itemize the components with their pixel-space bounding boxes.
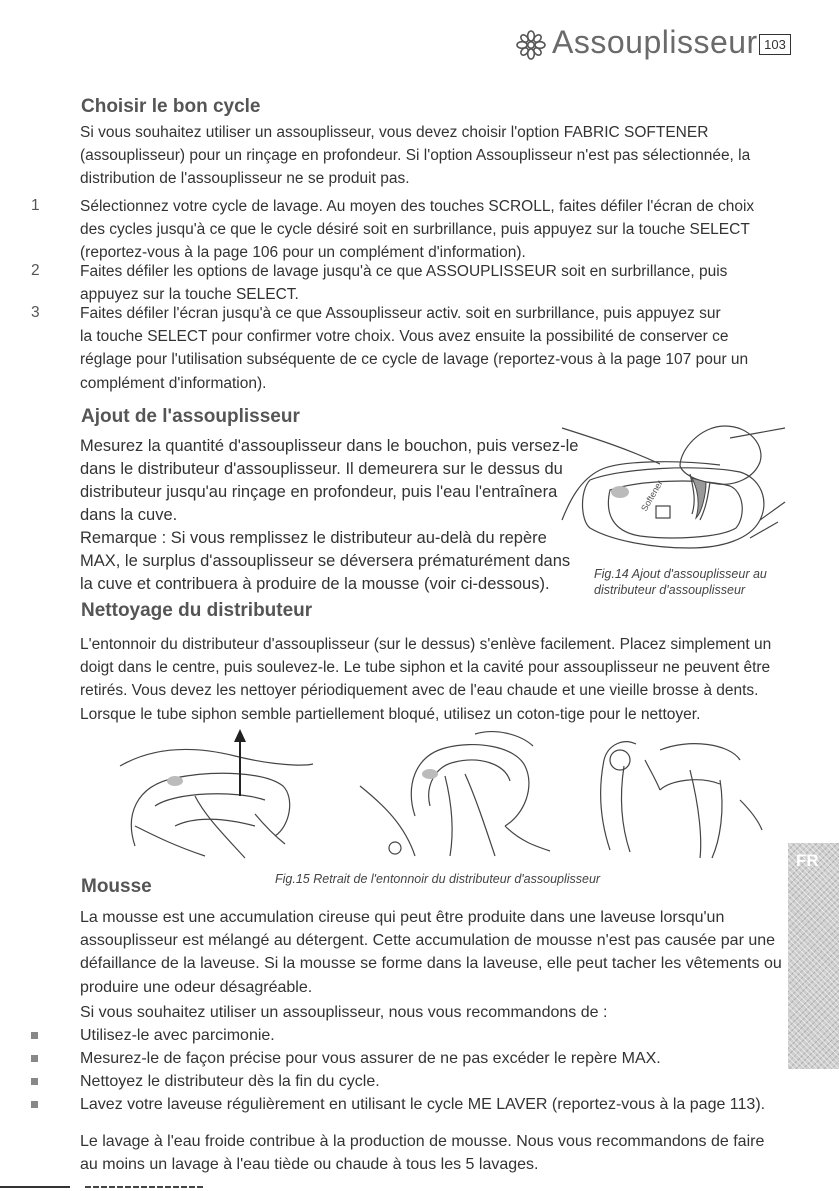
snowflake-flower-icon <box>514 28 548 62</box>
section-heading-clean-dispenser: Nettoyage du distributeur <box>81 600 313 621</box>
softener-dispenser-illustration <box>560 420 790 560</box>
text-line: défaillance de la laveuse. Si la mousse se forme dans la laveuse, elle peut tacher les vêtements ou <box>80 955 782 973</box>
figure-14-caption <box>594 566 767 598</box>
text-line: la touche SELECT pour confirmer votre choix. Vous avez ensuite la possibilité de conserver ce <box>80 328 729 346</box>
text-line: Sélectionnez votre cycle de lavage. Au moyen des touches SCROLL, faites défiler l'écran de choix <box>80 198 755 215</box>
softener-label: Softener <box>639 478 665 513</box>
page-number: 103 <box>759 34 791 55</box>
text-line: produire une odeur désagréable. <box>80 978 313 996</box>
step-2-text <box>80 260 727 306</box>
section1-intro <box>80 121 750 191</box>
text-line: dans la cuve. <box>80 506 178 524</box>
text-line: appuyez sur la touche SELECT. <box>80 286 299 304</box>
text-line: La mousse est une accumulation cireuse qui peut être produite dans une laveuse lorsqu'un <box>80 909 725 926</box>
text-line: doigt dans le centre, puis soulevez-le. Le tube siphon et la cavité pour assouplisseur ne peuvent être <box>80 659 771 677</box>
step-number: 3 <box>31 304 40 321</box>
bottom-rule <box>0 1186 70 1188</box>
text-line: complément d'information). <box>80 374 267 392</box>
siphon-tube-illustration <box>590 730 765 860</box>
text-line: Le lavage à l'eau froide contribue à la production de mousse. Nous vous recommandons de faire <box>80 1133 765 1150</box>
text-line: Faites défiler l'écran jusqu'à ce que Assouplisseur activ. soit en surbrillance, puis appuyez sur <box>80 305 721 322</box>
bullet-square <box>31 1055 38 1062</box>
text-line: MAX, le surplus d'assouplisseur se déversera prématurément dans <box>80 552 571 570</box>
caption-line: distributeur d'assouplisseur <box>594 583 746 597</box>
list-item: Nettoyez le distributeur dès la fin du cycle. <box>80 1073 380 1090</box>
step-1-text <box>80 195 754 265</box>
section2-body <box>80 435 580 596</box>
bullet-square <box>31 1078 38 1085</box>
text-line: (assouplisseur) pour un rinçage en profondeur. Si l'option Assouplisseur n'est pas sélectionnée, la <box>80 147 751 165</box>
page-title: Assouplisseur <box>552 24 758 60</box>
closing-paragraph <box>80 1130 764 1176</box>
text-line: des cycles jusqu'à ce que le cycle désiré soit en surbrillance, puis appuyez sur la touche SELECT <box>80 221 750 239</box>
text-line: dans le distributeur d'assouplisseur. Il demeurera sur le dessus du <box>80 460 563 478</box>
text-line: assouplisseur est mélangé au détergent. Cette accumulation de mousse n'est pas causée par une <box>80 932 776 950</box>
step-number: 2 <box>31 262 40 279</box>
language-tab <box>788 843 839 1069</box>
text-line: distribution de l'assouplisseur ne se produit pas. <box>80 170 410 188</box>
text-line: (reportez-vous à la page 106 pour un complément d'information). <box>80 244 526 262</box>
text-line: Mesurez la quantité d'assouplisseur dans le bouchon, puis versez-le <box>80 437 579 455</box>
foam-paragraph <box>80 906 800 999</box>
text-line: Remarque : Si vous remplissez le distributeur au-delà du repère <box>80 529 547 547</box>
caption-line: Fig.14 Ajout d'assouplisseur au <box>594 567 767 581</box>
figure-15-caption: Fig.15 Retrait de l'entonnoir du distributeur d'assouplisseur <box>275 872 601 886</box>
list-item: Utilisez-le avec parcimonie. <box>80 1027 275 1044</box>
text-line: L'entonnoir du distributeur d'assouplisseur (sur le dessus) s'enlève facilement. Placez simplement un <box>80 636 772 653</box>
finger-in-funnel-illustration <box>355 726 555 861</box>
text-line: distributeur jusqu'au rinçage en profondeur, puis l'eau l'entraînera <box>80 483 558 501</box>
list-item: Lavez votre laveuse régulièrement en utilisant le cycle ME LAVER (reportez-vous à la page 113). <box>80 1096 766 1113</box>
step-3-text <box>80 302 748 395</box>
section-heading-choose-cycle: Choisir le bon cycle <box>81 96 261 117</box>
bullet-square <box>31 1032 38 1039</box>
language-tab-label: FR <box>796 851 819 870</box>
text-line: réglage pour l'utilisation subséquente de ce cycle de lavage (reportez-vous à la page 107 pour un <box>80 351 749 369</box>
bullet-square <box>31 1101 38 1108</box>
text-line: retirés. Vous devez les nettoyer périodiquement avec de l'eau chaude et une vieille brosse à dents. <box>80 682 759 700</box>
section-heading-add-softener: Ajout de l'assouplisseur <box>81 406 300 427</box>
recommendation-intro: Si vous souhaitez utiliser un assouplisseur, nous vous recommandons de : <box>80 1004 608 1021</box>
list-item: Mesurez-le de façon précise pour vous assurer de ne pas excéder le repère MAX. <box>80 1050 661 1067</box>
text-line: Lorsque le tube siphon semble partiellement bloqué, utilisez un coton-tige pour le nettoyer. <box>80 705 701 723</box>
section-heading-foam: Mousse <box>81 876 152 897</box>
text-line: Faites défiler les options de lavage jusqu'à ce que ASSOUPLISSEUR soit en surbrillance, puis <box>80 263 728 280</box>
bottom-marks <box>85 1186 205 1188</box>
section3-body <box>80 633 800 726</box>
text-line: la cuve et contribuera à produire de la mousse (voir ci-dessous). <box>80 575 550 593</box>
text-line: au moins un lavage à l'eau tiède ou chaude à tous les 5 lavages. <box>80 1156 539 1174</box>
step-number: 1 <box>31 197 40 214</box>
text-line: Si vous souhaitez utiliser un assouplisseur, vous devez choisir l'option FABRIC SOFTENER <box>80 124 709 141</box>
lift-funnel-illustration <box>115 726 315 861</box>
